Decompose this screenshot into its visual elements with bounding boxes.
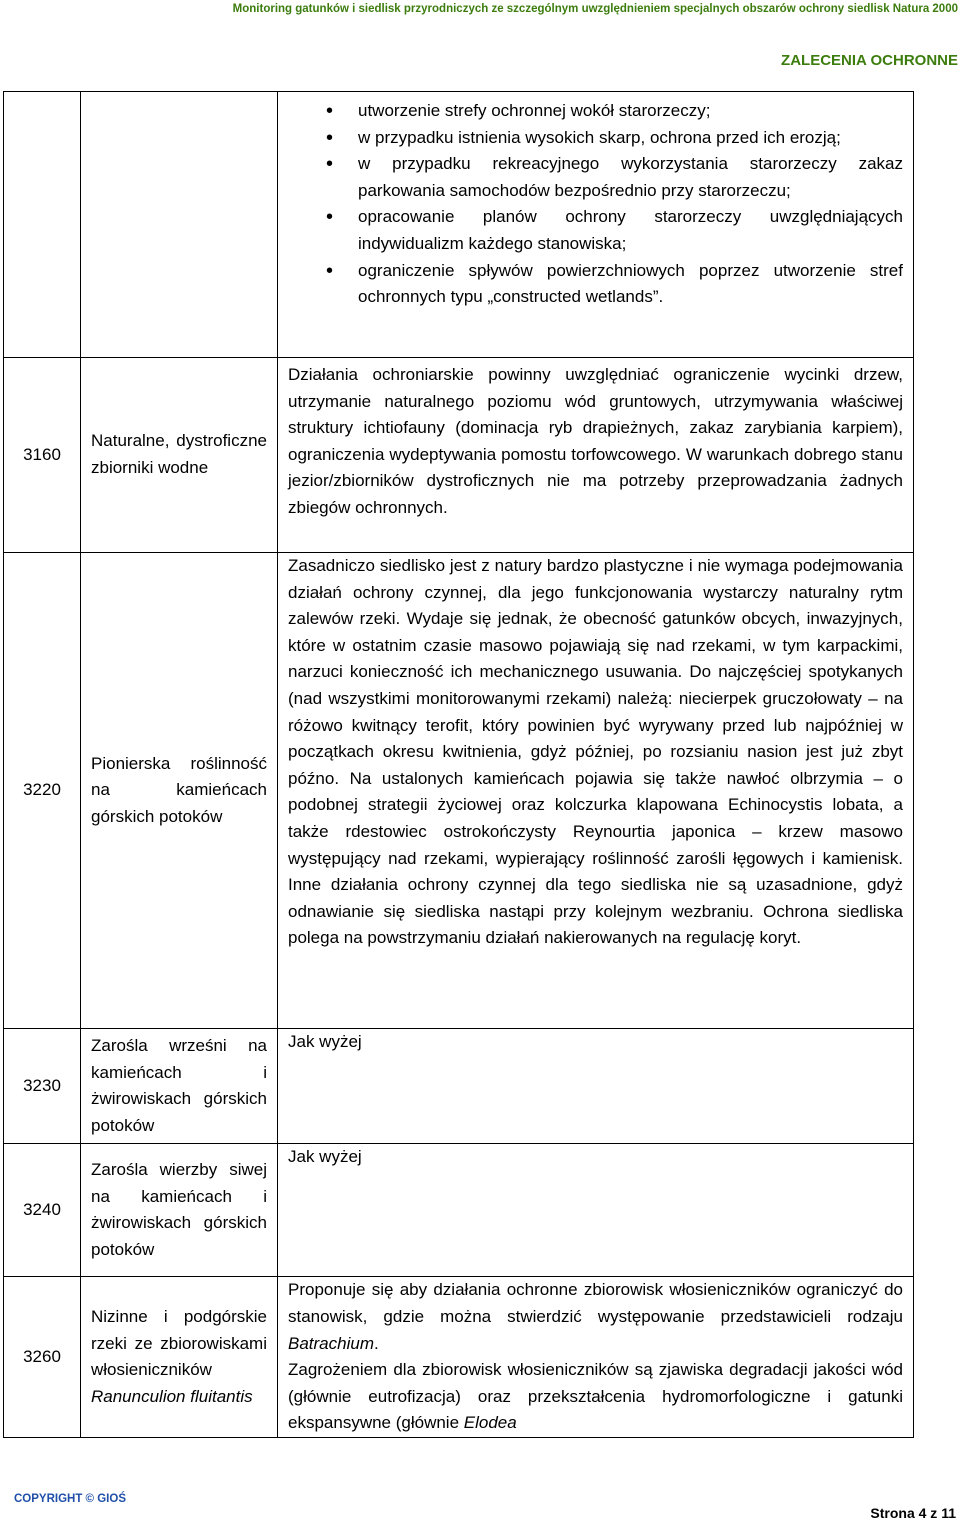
list-item: • utworzenie strefy ochronnej wokół starorzeczy; bbox=[288, 98, 903, 125]
habitat-name-latin: Ranunculion fluitantis bbox=[91, 1386, 253, 1406]
copyright-footer: COPYRIGHT © GIOŚ bbox=[14, 1493, 126, 1505]
habitat-name-text bbox=[91, 1300, 267, 1414]
description-text bbox=[288, 1277, 903, 1357]
habitat-code: 3220 bbox=[4, 553, 81, 1029]
description-part: Proponuje się aby działania ochronne zbiorowisk włosieniczników ograniczyć do stanowisk, gdzie można stwierdzić występowanie przedstawicieli rodzaju bbox=[288, 1280, 903, 1326]
table-row bbox=[4, 553, 914, 1029]
name-cell-empty bbox=[81, 92, 278, 358]
genus-name: Batrachium bbox=[288, 1333, 374, 1353]
code-cell-empty bbox=[4, 92, 81, 358]
page-number: Strona 4 z 11 bbox=[870, 1505, 956, 1521]
habitat-name-text: Zarośla wierzby siwej na kamieńcach i żwirowiskach górskich potoków bbox=[91, 1160, 267, 1259]
table-row bbox=[4, 1029, 914, 1144]
description-text: Zasadniczo siedlisko jest z natury bardzo plastyczne i nie wymaga podejmowania działań ochrony czynnej, dla jego funkcjonowania wystarczy naturalny rytm zalewów rzeki. Wydaje się jednak, że obecność gatunków obcych, inwazyjnych, które w ostatnim czasie masowo pojawiają się nad rzekami, w tym karpackimi, narzuci konieczność ich mechanicznego usuwania. Do najczęściej spotykanych (nad wszystkimi monitorowanymi rzekami) należą: niecierpek gruczołowaty – na różowo kwitnący terofit, który powinien być wyrywany przed lub najpóźniej w początkach okresu kwitnienia, gdyż później, po rozsianiu nasion jest już zbyt późno. Na ustalonych kamieńcach pojawia się także nawłoć olbrzymia – o podobnej strategii życiowej oraz kolczurka klapowana Echinocystis lobata, a także rdestowiec ostrokończysty Reynourtia japonica – krzew masowo występujący nad rzekami, wypierający roślinność zarośli łęgowych i kamienisk. Inne działania ochrony czynnej dla tego siedliska nie są uzasadnione, gdyż odnawianie się siedliska nastąpi przy kolejnym wezbraniu. Ochrona siedliska polega na powstrzymaniu działań nakierowanych na regulację koryt. bbox=[288, 556, 903, 948]
habitat-description bbox=[278, 553, 914, 1029]
desc-cell bbox=[278, 92, 914, 358]
description-part: Zagrożeniem dla zbiorowisk włosieniczników są zjawiska degradacji jakości wód (głównie eutrofizacja) oraz przekształcenia hydromorfologiczne i gatunki ekspansywne (głównie bbox=[288, 1360, 903, 1433]
habitat-name bbox=[81, 1277, 278, 1438]
section-title: ZALECENIA OCHRONNE bbox=[781, 52, 958, 69]
habitat-name bbox=[81, 553, 278, 1029]
list-item: • opracowanie planów ochrony starorzeczy uwzględniających indywidualizm każdego stanowiska; bbox=[288, 204, 903, 257]
habitat-description bbox=[278, 1144, 914, 1277]
bullet-list bbox=[288, 92, 903, 321]
habitat-name-plain: Nizinne i podgórskie rzeki ze zbiorowiskami włosieniczników bbox=[91, 1306, 267, 1380]
list-item: • w przypadku rekreacyjnego wykorzystania starorzeczy zakaz parkowania samochodów bezpośrednio przy starorzeczu; bbox=[288, 151, 903, 204]
genus-name: Elodea bbox=[463, 1413, 517, 1433]
description-part: . bbox=[373, 1333, 379, 1353]
list-item: • ograniczenie spływów powierzchniowych poprzez utworzenie stref ochronnych typu „constructed wetlands”. bbox=[288, 258, 903, 311]
description-text: Jak wyżej bbox=[288, 1147, 362, 1167]
habitat-code: 3230 bbox=[4, 1029, 81, 1144]
habitat-name bbox=[81, 1144, 278, 1277]
description-text bbox=[288, 1357, 903, 1437]
list-item: • w przypadku istnienia wysokich skarp, ochrona przed ich erozją; bbox=[288, 125, 903, 152]
habitat-code: 3240 bbox=[4, 1144, 81, 1277]
habitat-description bbox=[278, 1277, 914, 1438]
habitat-name bbox=[81, 358, 278, 553]
habitat-name-text: Zarośla wrześni na kamieńcach i żwirowiskach górskich potoków bbox=[91, 1036, 267, 1135]
recommendations-table bbox=[3, 91, 914, 1438]
document-header-title: Monitoring gatunków i siedlisk przyrodniczych ze szczególnym uwzględnieniem specjalnych obszarów ochrony siedlisk Natura 2000 bbox=[232, 3, 958, 15]
description-text: Jak wyżej bbox=[288, 1032, 362, 1051]
table-row bbox=[4, 1277, 914, 1438]
habitat-description bbox=[278, 1029, 914, 1144]
habitat-code: 3260 bbox=[4, 1277, 81, 1438]
table-row bbox=[4, 1144, 914, 1277]
habitat-name-text: Naturalne, dystroficzne zbiorniki wodne bbox=[91, 431, 267, 477]
habitat-code: 3160 bbox=[4, 358, 81, 553]
habitat-description bbox=[278, 358, 914, 553]
habitat-name-text: Pionierska roślinność na kamieńcach górskich potoków bbox=[91, 753, 267, 826]
table-row bbox=[4, 358, 914, 553]
habitat-name bbox=[81, 1029, 278, 1144]
description-text: Działania ochroniarskie powinny uwzględniać ograniczenie wycinki drzew, utrzymanie naturalnego poziomu wód gruntowych, utrzymywania właściwej struktury ichtiofauny (dominacja ryb drapieżnych, zakaz zarybiania karpiem), ograniczenia wydeptywania pomostu torfowcowego. W warunkach dobrego stanu jezior/zbiorników dystroficznych nie ma potrzeby przeprowadzania żadnych zbiegów ochronnych. bbox=[288, 365, 903, 517]
table-row bbox=[4, 92, 914, 358]
